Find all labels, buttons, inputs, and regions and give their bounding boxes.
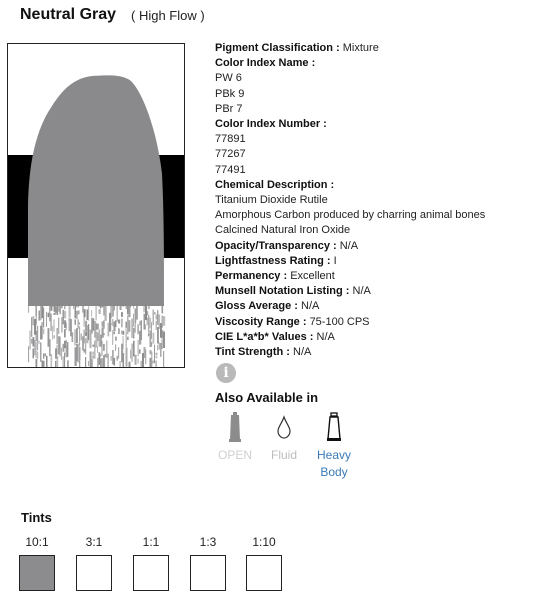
brush-fiber-mark (54, 319, 55, 331)
droplet-icon (276, 412, 292, 442)
brush-fiber-mark (138, 340, 139, 357)
color-index-number-value: 77267 (215, 148, 246, 161)
brush-fiber-mark (40, 342, 42, 361)
also-available-title: Also Available in (215, 390, 319, 405)
color-index-number-label: Color Index Number : (215, 118, 327, 131)
gloss-row (215, 299, 485, 314)
brush-fiber-mark (78, 311, 80, 315)
brush-fiber-mark (36, 359, 38, 367)
brush-fiber-mark (121, 312, 123, 317)
brush-fiber-mark (117, 356, 118, 361)
brush-fiber-mark (85, 338, 86, 354)
brush-fiber-mark (111, 302, 112, 318)
brush-fiber-mark (39, 302, 41, 306)
brush-fiber-mark (112, 319, 113, 326)
brush-fiber-mark (49, 339, 51, 356)
brush-fiber-mark (151, 322, 152, 339)
property-value: N/A (339, 239, 359, 252)
brush-fiber-mark (133, 314, 134, 327)
tints-title: Tints (21, 510, 52, 525)
tint-swatch[interactable] (133, 555, 169, 591)
brush-fiber-mark (121, 331, 122, 335)
brush-fiber-mark (100, 354, 101, 357)
brush-fiber-mark (127, 337, 129, 340)
brush-fiber-mark (157, 310, 158, 325)
brush-fiber-mark (162, 302, 164, 313)
brush-fiber-mark (114, 302, 116, 311)
brush-fiber-mark (115, 320, 117, 327)
color-index-name-label: Color Index Name : (215, 57, 316, 70)
brush-fiber-mark (79, 322, 80, 324)
brush-fiber-mark (57, 359, 59, 367)
brush-fiber-mark (36, 342, 37, 358)
brush-fiber-mark (162, 316, 164, 328)
viscosity-row (215, 315, 485, 330)
brush-fiber-mark (75, 329, 76, 345)
brush-fiber-mark (57, 302, 59, 315)
property-label: Permanency : (215, 270, 288, 283)
property-label: Opacity/Transparency : (215, 239, 337, 252)
brush-fiber-mark (51, 354, 53, 367)
brush-fiber-mark (91, 359, 93, 367)
brush-fiber-mark (43, 308, 44, 328)
brush-fiber-mark (132, 350, 133, 362)
brush-fiber-mark (37, 352, 38, 359)
brush-fiber-mark (154, 312, 156, 314)
brush-fiber-mark (156, 321, 158, 330)
property-value: N/A (301, 300, 320, 313)
brush-fiber-mark (78, 302, 79, 307)
brush-fiber-mark (118, 328, 120, 334)
property-value: N/A (316, 330, 335, 343)
brush-fiber-mark (63, 310, 64, 325)
brush-fiber-mark (150, 331, 152, 348)
brush-fiber-mark (28, 346, 29, 362)
brush-fiber-mark (79, 326, 80, 345)
brush-fiber-mark (61, 348, 62, 360)
property-label: CIE L*a*b* Values : (215, 330, 314, 343)
color-index-number-value: 77491 (215, 163, 246, 176)
brush-fiber-mark (51, 314, 52, 332)
property-value: 75-100 CPS (309, 315, 370, 328)
brush-fiber-mark (52, 326, 53, 340)
brush-fiber-mark (102, 341, 103, 356)
brush-fiber-mark (126, 302, 128, 309)
brush-fiber-mark (88, 302, 89, 321)
brush-fiber-mark (115, 337, 117, 341)
color-index-name-value: PW 6 (215, 72, 242, 85)
tint-ratio-label: 10:1 (25, 535, 49, 549)
color-index-number-value: 77891 (215, 133, 246, 146)
variant-label: OPEN (217, 448, 252, 462)
brush-fiber-mark (148, 333, 149, 336)
brush-fiber-mark (67, 342, 68, 357)
tint-ratio-label: 1:10 (252, 535, 276, 549)
brush-fiber-mark (156, 356, 158, 358)
brush-fiber-mark (130, 350, 131, 359)
brush-fiber-mark (85, 357, 86, 367)
brush-fiber-mark (135, 302, 136, 305)
brush-fiber-mark (154, 345, 155, 363)
brush-fiber-mark (132, 344, 133, 350)
color-index-name-value: PBr 7 (215, 102, 243, 115)
brush-fiber-mark (126, 348, 128, 367)
brush-fiber-mark (63, 302, 64, 306)
brush-fiber-mark (49, 302, 50, 321)
brush-fiber-mark (135, 309, 137, 324)
brush-fiber-mark (151, 352, 153, 367)
info-icon[interactable]: i (216, 363, 236, 383)
brush-fiber-mark (151, 342, 152, 347)
brush-fiber-mark (93, 318, 95, 331)
brush-fiber-mark (117, 302, 118, 322)
brush-fiber-mark (84, 317, 85, 327)
tint-swatch[interactable] (246, 555, 282, 591)
variant-open-link[interactable] (212, 412, 258, 464)
variant-heavy-body-link[interactable] (310, 412, 358, 481)
brush-fiber-mark (72, 332, 74, 342)
brush-fiber-mark (43, 354, 44, 359)
brush-fiber-mark (64, 329, 66, 337)
brush-fiber-mark (115, 344, 116, 350)
permanency-row (215, 269, 485, 284)
property-value: Mixture (342, 42, 379, 54)
brush-fiber-mark (30, 331, 31, 350)
brush-fiber-mark (46, 312, 47, 327)
brush-fiber-mark (66, 340, 67, 344)
property-label: Pigment Classification : (215, 42, 340, 54)
brush-fiber-mark (112, 330, 113, 345)
brush-fiber-mark (133, 302, 134, 309)
brush-fiber-mark (66, 302, 68, 306)
brush-fiber-mark (106, 341, 108, 359)
brush-fiber-mark (81, 334, 83, 341)
brush-fiber-mark (145, 302, 147, 320)
brush-fiber-mark (64, 302, 65, 309)
chemical-description-label: Chemical Description : (215, 178, 335, 191)
brush-fiber-mark (121, 319, 123, 328)
brush-fiber-mark (69, 302, 71, 317)
brush-fiber-mark (63, 356, 64, 367)
brush-fiber-mark (28, 302, 29, 313)
brush-fiber-mark (144, 314, 146, 330)
brush-fiber-mark (141, 320, 143, 340)
brush-fiber-mark (102, 327, 104, 337)
brush-fiber-mark (103, 333, 105, 335)
lightfastness-row (215, 254, 485, 269)
brush-fiber-mark (60, 302, 61, 314)
brush-fiber-mark (139, 349, 141, 353)
brush-fiber-mark (40, 302, 42, 320)
brush-fiber-mark (76, 311, 78, 319)
brush-fiber-mark (141, 361, 142, 367)
brush-fiber-mark (55, 361, 56, 367)
brush-fiber-mark (79, 347, 81, 360)
brush-fiber-mark (45, 353, 47, 356)
paint-tube-icon (228, 412, 242, 442)
brush-fiber-mark (76, 302, 77, 307)
tint-ratio-label: 1:3 (199, 535, 217, 549)
brush-fiber-mark (160, 343, 162, 357)
brush-fiber-mark (57, 345, 58, 355)
brush-fiber-mark (42, 361, 44, 368)
tint-item[interactable] (246, 534, 282, 591)
brush-fiber-mark (39, 311, 40, 321)
brush-fiber-mark (118, 347, 119, 358)
variant-label-line1: Heavy (316, 448, 351, 462)
tint-swatch[interactable] (19, 555, 55, 591)
paint-jar-icon (325, 412, 343, 442)
tint-item[interactable] (76, 534, 112, 591)
brush-fiber-mark (111, 323, 112, 325)
brush-fiber-mark (126, 328, 127, 331)
brush-fiber-mark (48, 313, 50, 317)
brush-fiber-mark (66, 323, 67, 330)
brush-fiber-mark (111, 356, 112, 361)
brush-fiber-mark (43, 329, 44, 335)
variant-label: Fluid (270, 448, 297, 462)
brush-fiber-mark (78, 319, 79, 329)
brush-fiber-mark (126, 331, 127, 347)
brush-fiber-mark (145, 350, 146, 365)
brush-fiber-mark (99, 329, 101, 346)
pigment-classification-row (215, 41, 485, 56)
brush-fiber-mark (36, 316, 38, 325)
chemical-description-value: Amorphous Carbon produced by charring animal bones (215, 209, 486, 222)
brush-fiber-mark (133, 341, 135, 357)
page-title: Neutral Gray (20, 6, 117, 23)
brush-fiber-mark (37, 326, 38, 343)
brush-fiber-mark (162, 339, 163, 349)
brush-fiber-mark (138, 324, 139, 334)
brush-fiber-mark (156, 361, 157, 368)
property-value: I (333, 254, 337, 267)
brush-fiber-mark (153, 333, 155, 344)
chemical-description-value: Titanium Dioxide Rutile (215, 194, 328, 207)
tint-ratio-label: 3:1 (85, 535, 103, 549)
brush-fiber-mark (108, 354, 109, 367)
brush-fiber-mark (99, 309, 101, 314)
brush-fiber-mark (100, 302, 101, 309)
brush-fiber-mark (148, 302, 150, 309)
brush-fiber-mark (87, 310, 89, 321)
tint-item[interactable] (190, 534, 226, 591)
brush-fiber-mark (103, 320, 105, 328)
brush-fiber-mark (58, 318, 59, 334)
pigment-properties (215, 41, 485, 360)
property-label: Munsell Notation Listing : (215, 285, 350, 298)
brush-fiber-mark (36, 302, 37, 316)
brush-fiber-mark (31, 317, 32, 337)
brush-fiber-mark (118, 320, 120, 324)
brush-fiber-mark (57, 328, 58, 344)
brush-fiber-mark (147, 311, 149, 315)
tint-ratio-label: 1:1 (142, 535, 160, 549)
brush-fiber-mark (150, 318, 151, 329)
brush-fiber-mark (156, 353, 158, 356)
brush-fiber-mark (133, 328, 134, 339)
brush-fiber-mark (93, 352, 94, 355)
property-value: N/A (352, 285, 371, 298)
brush-fiber-mark (123, 302, 125, 307)
product-line-subtitle: ( High Flow ) (131, 8, 205, 23)
brush-fiber-mark (163, 316, 165, 326)
brush-fiber-mark (157, 345, 158, 350)
chemical-description-value: Calcined Natural Iron Oxide (215, 224, 351, 237)
brush-fiber-mark (132, 319, 133, 339)
brush-fiber-mark (39, 341, 40, 344)
variant-fluid-link[interactable] (262, 412, 306, 464)
brush-fiber-mark (129, 362, 131, 367)
brush-fiber-mark (64, 353, 65, 367)
brush-fiber-mark (123, 353, 125, 367)
brush-fiber-mark (37, 343, 38, 350)
brush-fiber-mark (103, 344, 105, 351)
brush-fiber-mark (100, 358, 102, 367)
brush-fiber-mark (114, 332, 115, 334)
brush-fiber-mark (114, 358, 116, 366)
brush-fiber-mark (93, 356, 94, 359)
property-label: Gloss Average : (215, 300, 298, 313)
brush-fiber-mark (135, 355, 137, 365)
brush-fiber-mark (84, 309, 86, 317)
brush-fiber-mark (52, 302, 53, 307)
brush-fiber-mark (64, 311, 66, 319)
brush-fiber-mark (148, 315, 149, 333)
property-label: Lightfastness Rating : (215, 254, 331, 267)
property-value: N/A (293, 346, 312, 359)
variant-label-line2: Body (320, 465, 348, 479)
color-swatch-image (7, 43, 185, 368)
property-value: Excellent (290, 270, 335, 283)
cie-row (215, 330, 485, 345)
property-label: Viscosity Range : (215, 315, 307, 328)
brush-fiber-mark (127, 302, 129, 314)
brush-fiber-mark (105, 302, 107, 321)
brush-fiber-mark (84, 330, 85, 344)
brush-fiber-mark (145, 324, 146, 330)
brush-fiber-mark (97, 347, 98, 353)
brush-fiber-mark (76, 328, 78, 343)
brush-fiber-mark (136, 302, 138, 320)
brush-fiber-mark (42, 302, 44, 318)
brush-fiber-mark (79, 361, 80, 367)
property-label: Tint Strength : (215, 346, 290, 359)
brush-fiber-mark (31, 339, 32, 344)
brush-fiber-mark (129, 320, 131, 332)
brush-fiber-mark (97, 324, 99, 330)
brush-fiber-mark (120, 361, 121, 367)
brush-fiber-mark (46, 356, 48, 367)
tint-strength-row (215, 345, 485, 360)
brush-fiber-mark (97, 358, 99, 367)
brush-fiber-mark (94, 341, 96, 359)
brush-fiber-mark (42, 322, 43, 339)
brush-fiber-mark (91, 310, 92, 316)
brush-fiber-mark (55, 307, 57, 314)
brush-fiber-mark (54, 335, 55, 338)
brush-fiber-mark (159, 343, 161, 350)
brush-fiber-mark (135, 324, 136, 333)
tint-swatch[interactable] (76, 555, 112, 591)
brush-fiber-mark (127, 315, 129, 334)
brush-fiber-mark (75, 319, 77, 324)
brush-fiber-mark (126, 322, 127, 328)
brush-fiber-mark (67, 360, 69, 367)
opacity-row (215, 239, 485, 254)
color-index-name-value: PBk 9 (215, 87, 245, 100)
brush-fiber-mark (90, 302, 91, 304)
brush-fiber-mark (163, 332, 165, 348)
brush-fiber-mark (159, 314, 161, 329)
brush-fiber-mark (99, 302, 100, 307)
brush-fiber-mark (88, 361, 89, 366)
brush-fiber-mark (36, 331, 38, 341)
brush-fiber-mark (88, 324, 89, 340)
brush-fiber-mark (75, 306, 77, 318)
brush-fiber-mark (97, 333, 99, 342)
brush-fiber-mark (33, 348, 35, 358)
munsell-row (215, 284, 485, 299)
brush-fiber-mark (60, 337, 61, 357)
tint-swatch[interactable] (190, 555, 226, 591)
brush-fiber-mark (123, 331, 125, 335)
brush-fiber-mark (130, 302, 131, 307)
brush-fiber-mark (34, 340, 36, 356)
brush-fiber-mark (157, 327, 159, 343)
brush-fiber-mark (43, 361, 45, 367)
brush-fiber-mark (163, 351, 164, 367)
brush-fiber-mark (138, 359, 139, 364)
paint-stroke-illustration (8, 44, 184, 367)
brush-fiber-mark (73, 302, 74, 309)
brush-fiber-mark (96, 302, 97, 320)
tint-item[interactable] (19, 534, 55, 591)
brush-fiber-mark (144, 302, 145, 312)
brush-fiber-mark (57, 357, 59, 359)
brush-fiber-mark (123, 336, 124, 349)
brush-fiber-mark (54, 313, 56, 315)
tint-item[interactable] (133, 534, 169, 591)
brush-fiber-mark (153, 310, 155, 326)
